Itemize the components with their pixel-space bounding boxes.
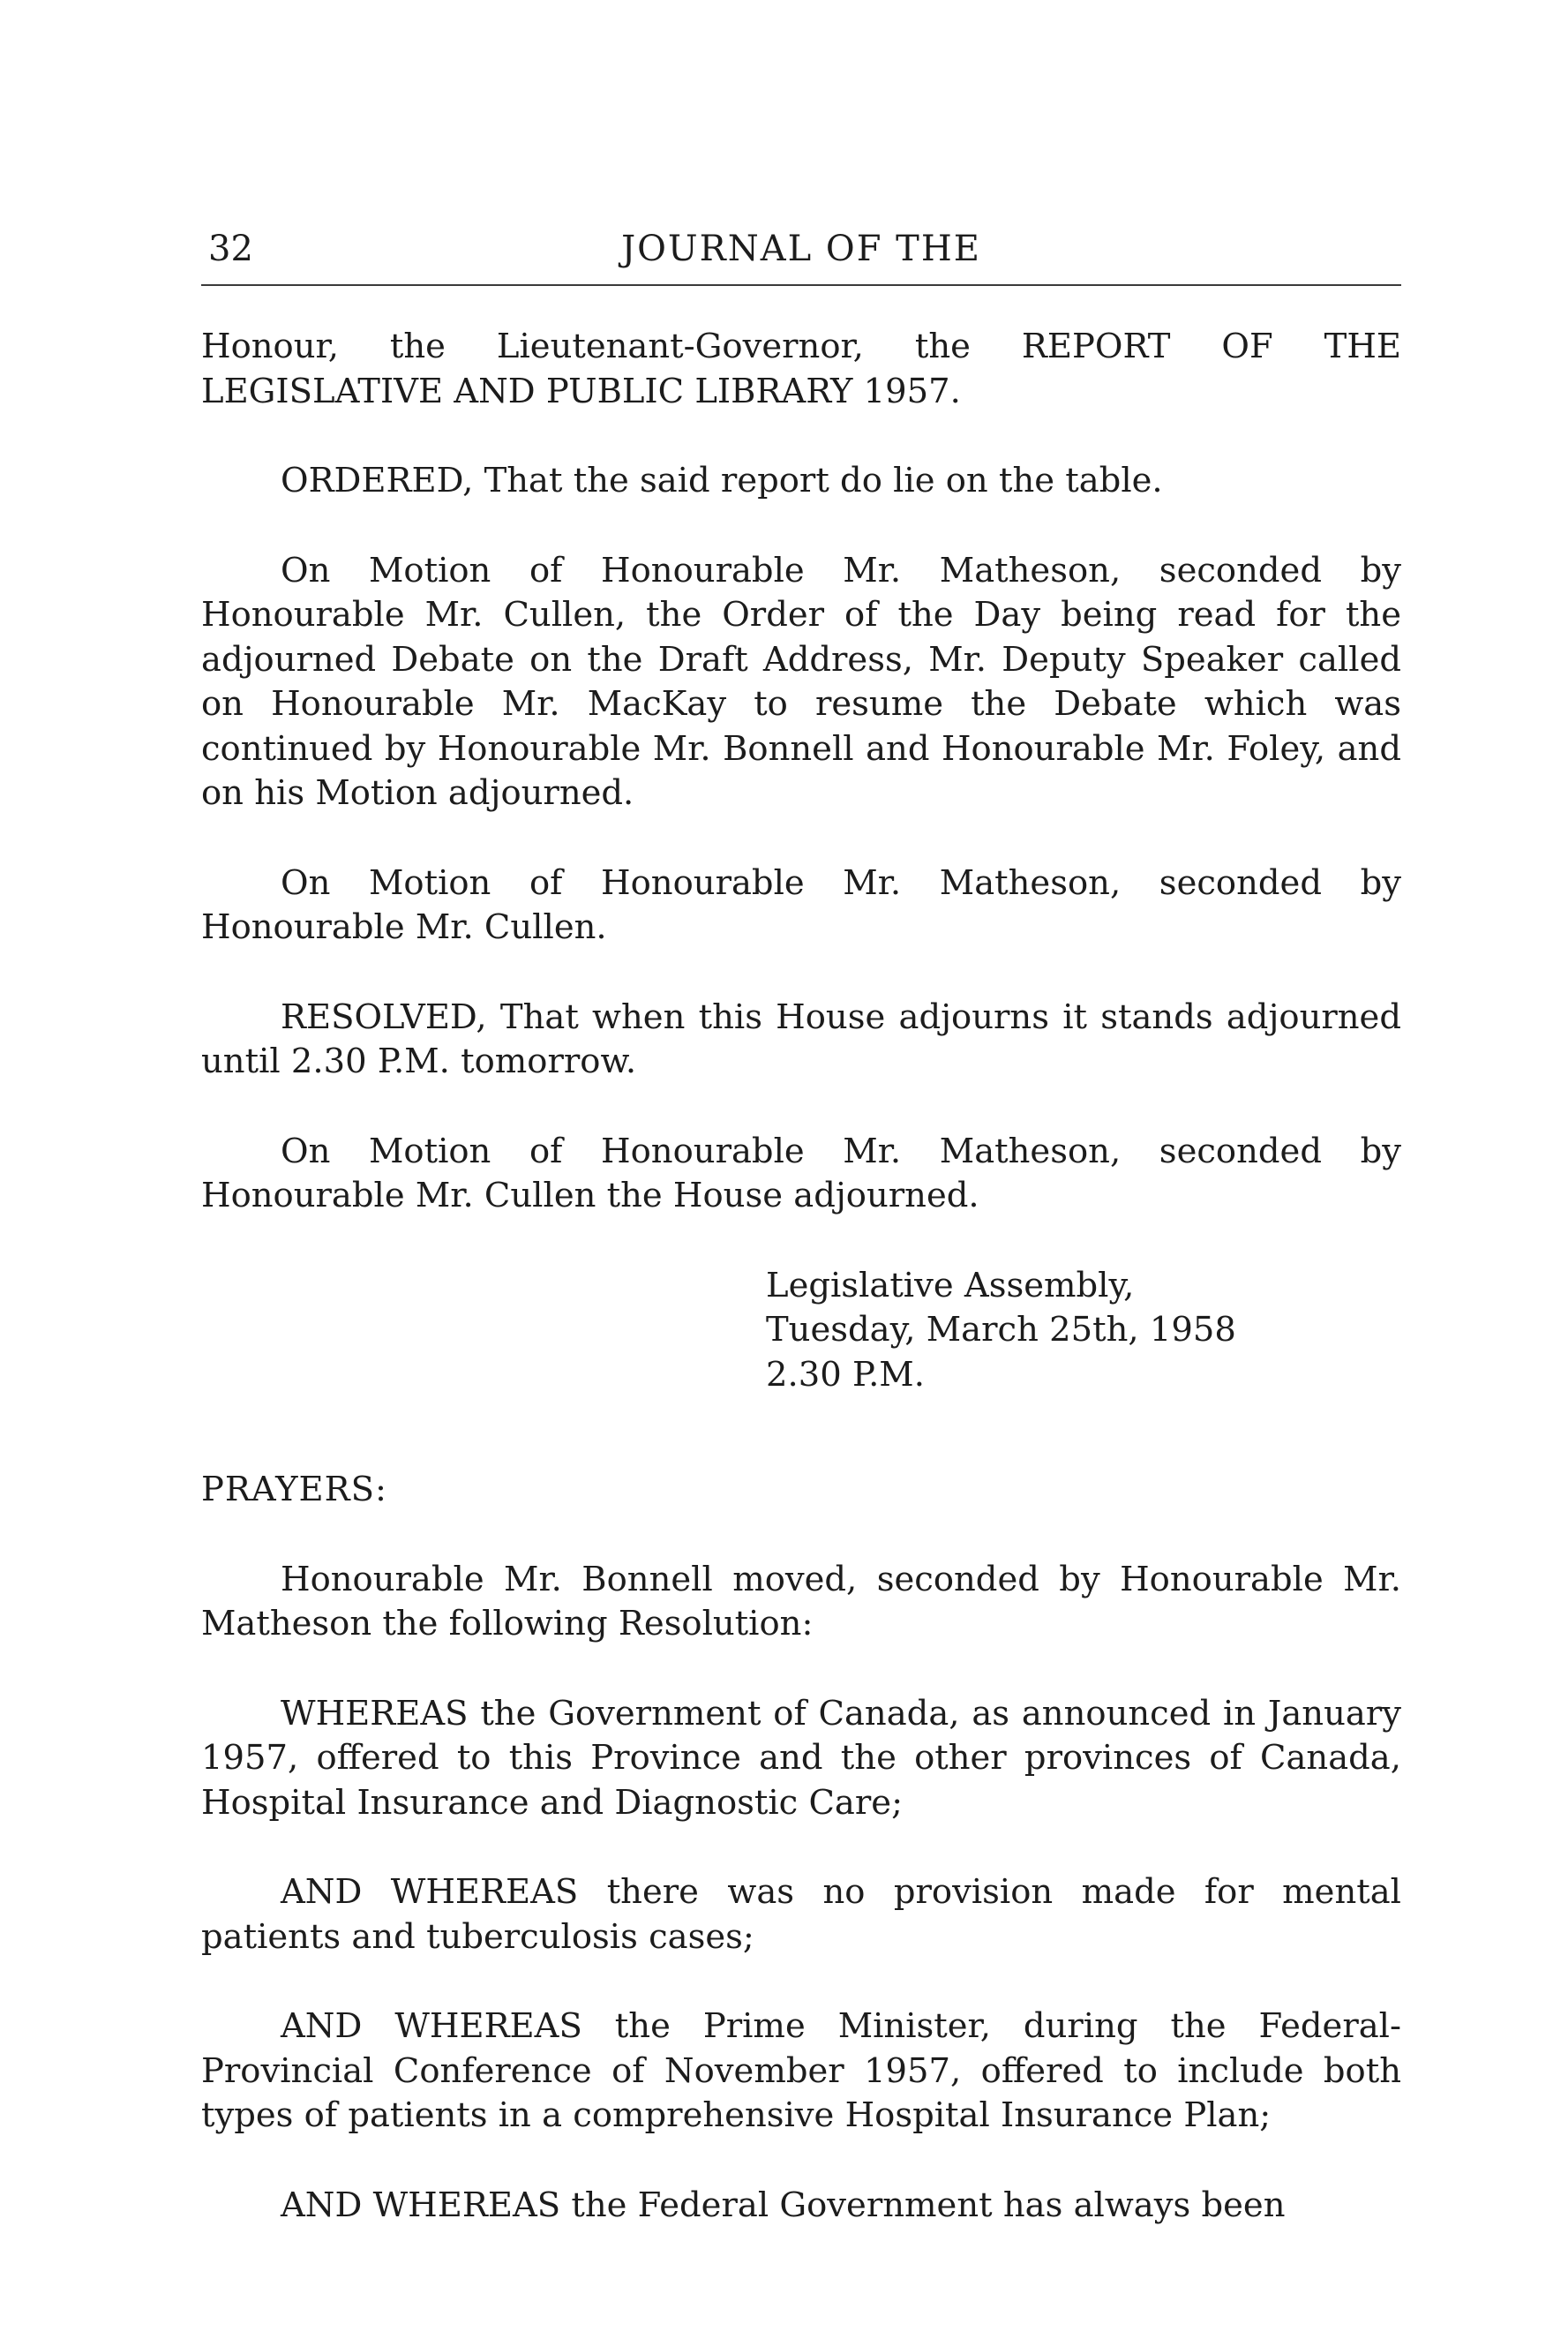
page-number: 32	[208, 229, 253, 269]
dateline	[766, 1264, 1401, 1398]
paragraph-report: Honour, the Lieutenant-Governor, the REPORT OF THE LEGISLATIVE AND PUBLIC LIBRARY 1957.	[201, 327, 1401, 411]
journal-body	[201, 325, 1401, 2228]
paragraph-house-adjourned: On Motion of Honourable Mr. Matheson, seconded by Honourable Mr. Cullen the House adjourned.	[201, 1131, 1401, 1215]
resolution-intro: Honourable Mr. Bonnell moved, seconded by Honourable Mr. Matheson the following Resolution:	[201, 1559, 1401, 1643]
whereas-clause-1: WHEREAS the Government of Canada, as announced in January 1957, offered to this Province and the other provinces of Canada, Hospital Insurance and Diagnostic Care;	[201, 1693, 1401, 1823]
paragraph-resolved: RESOLVED, That when this House adjourns it stands adjourned until 2.30 P.M. tomorrow.	[201, 997, 1401, 1081]
whereas-clause-3: AND WHEREAS the Prime Minister, during the Federal-Provincial Conference of November 1957, offered to include both types of patients in a comprehensive Hospital Insurance Plan;	[201, 2006, 1401, 2135]
prayers-heading: PRAYERS:	[201, 1470, 387, 1509]
whereas-clause-2: AND WHEREAS there was no provision made for mental patients and tuberculosis cases;	[201, 1872, 1401, 1957]
paragraph-motion-debate: On Motion of Honourable Mr. Matheson, seconded by Honourable Mr. Cullen, the Order of the Day being read for the adjourned Debate on the Draft Address, Mr. Deputy Speaker called on Honourable Mr. MacKay to resume the Debate which was continued by Honourable Mr. Bonnell and Honourable Mr. Foley, and on his Motion adjourned.	[201, 550, 1401, 813]
page-header	[201, 228, 1401, 281]
dateline-assembly: Legislative Assembly,	[766, 1265, 1135, 1305]
dateline-date: Tuesday, March 25th, 1958	[766, 1310, 1236, 1350]
running-head: JOURNAL OF THE	[621, 229, 981, 269]
paragraph-ordered: ORDERED, That the said report do lie on the table.	[281, 461, 1163, 500]
header-rule	[201, 284, 1401, 286]
paragraph-motion-adjourn: On Motion of Honourable Mr. Matheson, seconded by Honourable Mr. Cullen.	[201, 862, 1401, 947]
whereas-clause-4: AND WHEREAS the Federal Government has always been	[281, 2185, 1286, 2225]
dateline-time: 2.30 P.M.	[766, 1354, 925, 1395]
